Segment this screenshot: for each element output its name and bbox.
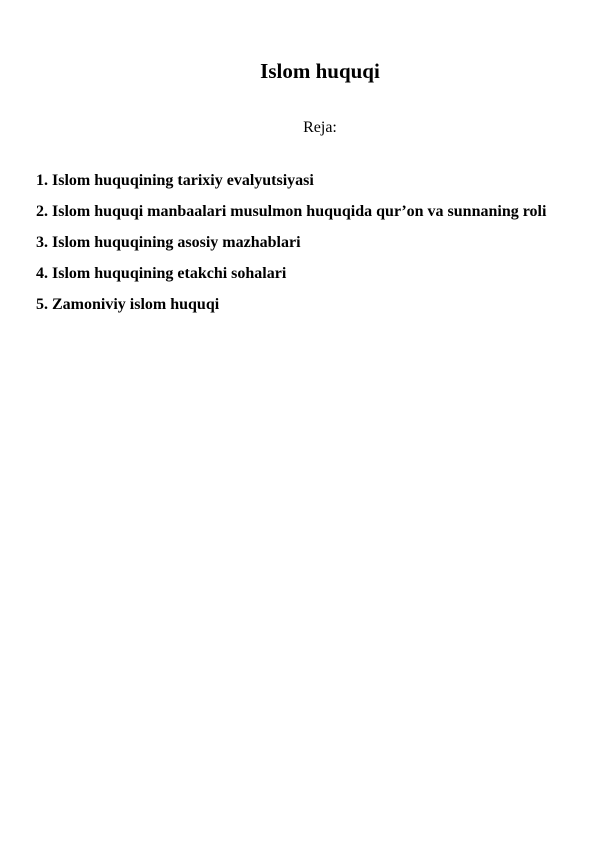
plan-item: 4. Islom huquqining etakchi sohalari [36, 265, 287, 282]
plan-item: 1. Islom huquqining tarixiy evalyutsiyasi [36, 172, 314, 189]
document-title: Islom huquqi [260, 59, 380, 83]
plan-item: 3. Islom huquqining asosiy mazhablari [36, 234, 301, 251]
plan-list [36, 165, 556, 320]
plan-heading: Reja: [303, 119, 337, 136]
plan-item: 5. Zamoniviy islom huquqi [36, 296, 220, 313]
plan-item: 2. Islom huquqi manbaalari musulmon huquqida qur’on va sunnaning roli [36, 203, 547, 220]
